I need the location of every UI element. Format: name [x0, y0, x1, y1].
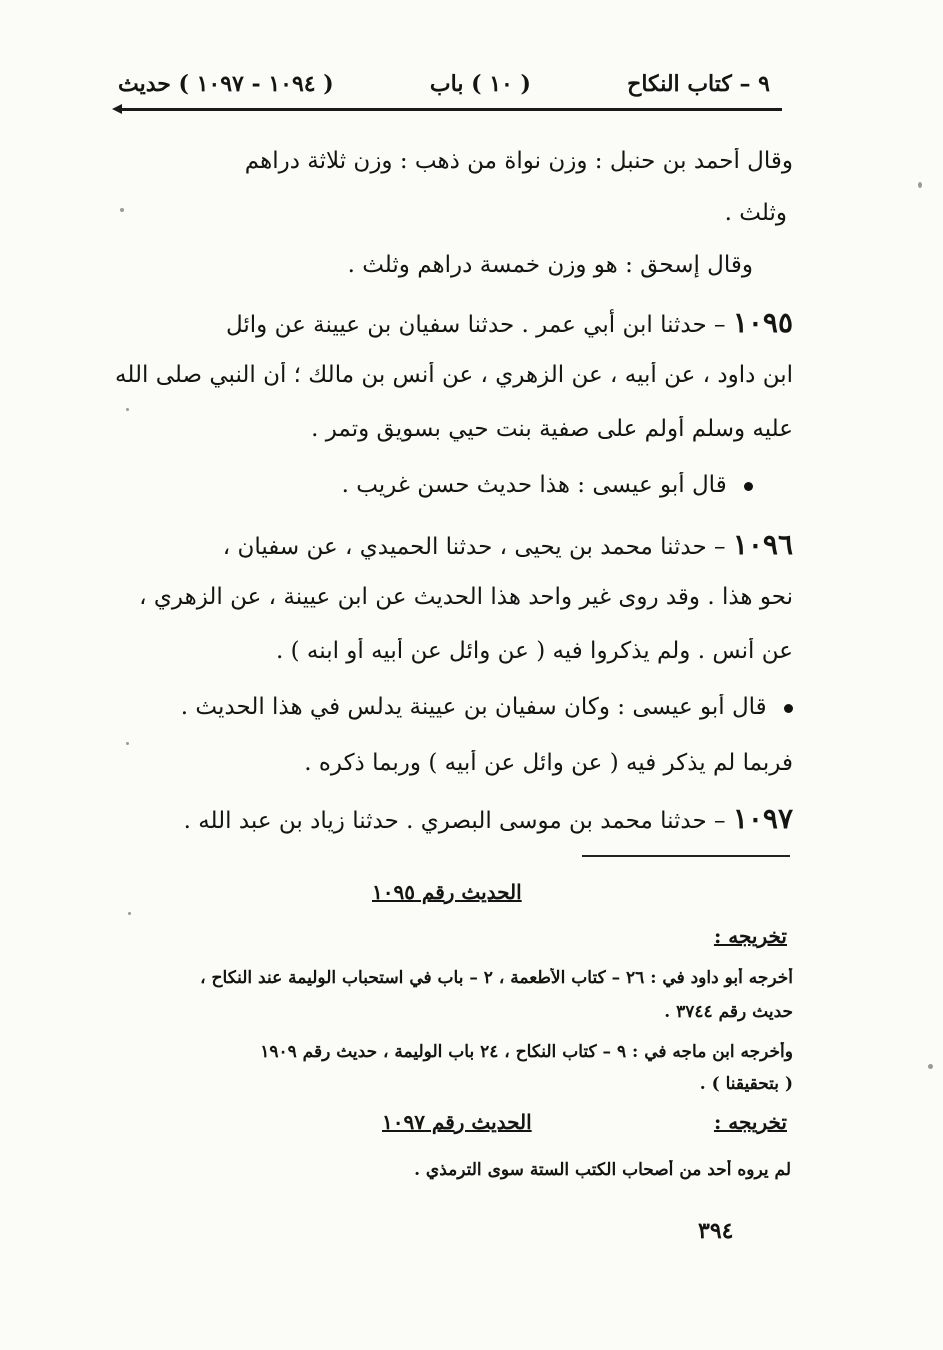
header-hadith-range: ( ١٠٩٤ - ١٠٩٧ ) حديث [118, 71, 334, 97]
body-line: فربما لم يذكر فيه ( عن وائل عن أبيه ) وربما ذكره . [304, 750, 793, 776]
comment-text: قال أبو عيسى : هذا حديث حسن غريب . [341, 472, 727, 498]
abu-isa-comment [110, 694, 793, 720]
hadith-text: – حدثنا محمد بن يحيى ، حدثنا الحميدي ، عن سفيان ، [222, 534, 726, 560]
hadith-number: ١٠٩٧ [732, 802, 793, 835]
hadith-1097-line [110, 802, 793, 835]
footnote-line: أخرجه أبو داود في : ٢٦ – كتاب الأطعمة ، ٢ – باب في استحباب الوليمة عند النكاح ، [200, 968, 793, 988]
hadith-number: ١٠٩٥ [732, 306, 793, 339]
footnote-title: الحديث رقم ١٠٩٥ [372, 880, 522, 904]
header-rule [116, 108, 782, 111]
footnote-title: الحديث رقم ١٠٩٧ [382, 1110, 532, 1134]
hadith-number: ١٠٩٦ [732, 528, 793, 561]
footnote-line: وأخرجه ابن ماجه في : ٩ – كتاب النكاح ، ٢٤ باب الوليمة ، حديث رقم ١٩٠٩ [260, 1042, 793, 1062]
footnote-separator [582, 855, 790, 857]
footnote-line: ( بتحقيقنا ) . [699, 1074, 793, 1094]
scan-speck [126, 408, 129, 411]
scan-speck [126, 742, 129, 745]
footnote-line: لم يروه أحد من أصحاب الكتب الستة سوى الترمذي . [414, 1160, 791, 1180]
abu-isa-comment [110, 472, 753, 498]
body-line: وقال أحمد بن حنبل : وزن نواة من ذهب : وزن ثلاثة دراهم [244, 148, 793, 174]
hadith-text: – حدثنا ابن أبي عمر . حدثنا سفيان بن عيينة عن وائل [225, 312, 726, 338]
header-rule-arrowhead [112, 104, 122, 114]
body-line: نحو هذا . وقد روى غير واحد هذا الحديث عن ابن عيينة ، عن الزهري ، [139, 584, 793, 610]
hadith-1096-line [110, 528, 793, 561]
body-line: ابن داود ، عن أبيه ، عن الزهري ، عن أنس بن مالك ؛ أن النبي صلى الله [115, 362, 793, 388]
scan-speck [928, 1064, 933, 1069]
comment-text: قال أبو عيسى : وكان سفيان بن عيينة يدلس في هذا الحديث . [180, 694, 767, 720]
hadith-text: – حدثنا محمد بن موسى البصري . حدثنا زياد بن عبد الله . [183, 808, 726, 834]
running-header [118, 66, 770, 102]
page-number: ٣٩٤ [698, 1218, 734, 1244]
takhrij-label: تخريجه : [713, 924, 787, 948]
takhrij-label: تخريجه : [713, 1110, 787, 1134]
header-book-title: ٩ – كتاب النكاح [627, 71, 770, 97]
hadith-1095-line [110, 306, 793, 339]
bullet-icon [744, 482, 753, 491]
body-line: وثلث . [724, 200, 787, 226]
body-line: عن أنس . ولم يذكروا فيه ( عن وائل عن أبيه أو ابنه ) . [276, 638, 793, 664]
scan-speck [918, 182, 922, 188]
body-line: وقال إسحق : هو وزن خمسة دراهم وثلث . [347, 252, 753, 278]
bullet-icon [784, 704, 793, 713]
scan-speck [128, 912, 131, 915]
footnote-line: حديث رقم ٣٧٤٤ . [664, 1002, 793, 1022]
body-line: عليه وسلم أولم على صفية بنت حيي بسويق وتمر . [311, 416, 793, 442]
header-chapter: ( ١٠ ) باب [429, 71, 531, 97]
